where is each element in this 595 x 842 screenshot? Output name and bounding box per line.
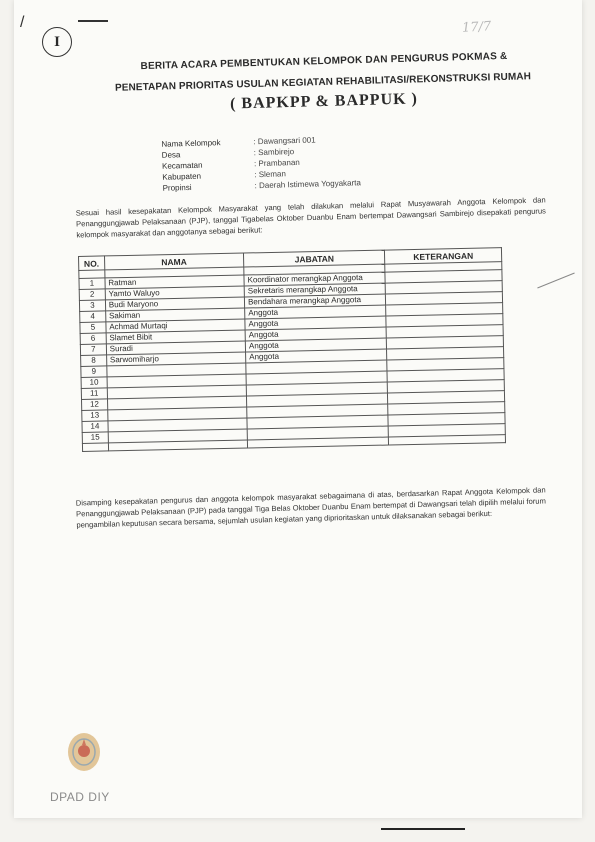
cell-no: 6 [80,333,106,345]
info-value: : Prambanan [253,157,300,169]
cell-nama: Budi Maryono [105,297,244,311]
pen-stroke-mark [537,273,574,289]
info-value: : Sleman [254,169,287,180]
cell-nama: Suradi [106,341,245,355]
cell-no: 7 [80,344,106,356]
title-line-2: PENETAPAN PRIORITAS USULAN KEGIATAN REHABILITASI/REKONSTRUKSI RUMAH [114,71,532,94]
title-line-1: BERITA ACARA PEMBENTUKAN KELOMPOK DAN PENGURUS POKMAS & [140,50,508,73]
info-label: Kecamatan [161,160,203,171]
cell-no: 14 [82,421,108,433]
cell-no: 4 [80,311,106,323]
agreement-paragraph: Sesuai hasil kesepakatan Kelompok Masyarakat yang telah dilakukan melalui Rapat Musyawarah Anggota Kelompok dan Penanggungjawab Pelaksanaan (PJP), tanggal Tigabelas Oktober Duanbu Enam bertempat Dawangsari Sambirejo disepakati pengurus kelompok masyarakat dan anggotanya sebagai berikut: [75,195,547,240]
cell-nama: Achmad Murtaqi [106,319,245,333]
cell-no: 9 [81,366,107,378]
cell-nama: Ratman [105,275,244,289]
cell-nama: Yamto Waluyo [105,286,244,300]
header-keterangan: KETERANGAN [385,248,502,264]
members-table [78,247,506,452]
info-value: : Daerah Istimewa Yogyakarta [254,178,361,191]
info-value: : Dawangsari 001 [253,135,316,147]
cell-jabatan: Anggota [245,327,387,341]
cell-nama: Sakiman [105,308,244,322]
cell-jabatan: Koordinator merangkap Anggota [244,272,386,286]
pen-slash-mark: / [20,14,25,31]
cell-jabatan: Bendahara merangkap Anggota [244,294,386,308]
info-label: Desa [161,150,181,160]
cell-no: 13 [82,410,108,422]
priority-paragraph: Disamping kesepakatan pengurus dan anggota kelompok masyarakat sebagaimana di atas, berdasarkan Rapat Anggota Kelompok dan Penanggungjawab Pelaksanaan (PJP) pada tanggal Tiga Belas Oktober Duanbu Enam bertempat di Dawangsari telah dipilih melalui forum pengambilan keputusan secara bersama, sejumlah usulan kegiatan yang diprioritaskan untuk dilaksanakan sebagai berikut: [75,485,547,530]
cell-jabatan: Anggota [245,338,387,352]
cell-no: 3 [79,300,105,312]
document-page [14,0,582,818]
cell-jabatan: Anggota [246,349,388,363]
cell-no: 1 [79,278,105,290]
group-info-block [161,133,361,194]
cell-jabatan: Anggota [245,305,387,319]
info-value: : Sambirejo [253,147,295,158]
header-nama: NAMA [104,253,244,270]
pen-dash-mark [78,20,108,22]
cell-no: 12 [82,399,108,411]
cell-no: 2 [79,289,105,301]
header-no: NO. [79,256,105,271]
cell-no: 8 [81,355,107,367]
dpad-seal-icon [66,731,102,773]
title-abbreviation: ( BAPKPP & BAPPUK ) [229,90,419,113]
cell-no: 11 [81,388,107,400]
header-jabatan: JABATAN [244,250,386,267]
cell-jabatan: Anggota [245,316,387,330]
info-label: Kabupaten [162,171,202,182]
cell-nama: Slamet Bibit [106,330,245,344]
cell-nama: Sarwomiharjo [106,352,245,366]
watermark-text: DPAD DIY [50,790,110,804]
info-label: Propinsi [162,182,192,193]
cell-no: 15 [82,432,108,444]
bottom-rule [381,828,465,830]
cell-no: 5 [80,322,106,334]
info-label: Nama Kelompok [161,138,221,149]
cell-jabatan: Sekretaris merangkap Anggota [244,283,386,297]
page-number-circle: I [42,27,72,57]
handwritten-note: 17/7 [461,19,492,36]
cell-no: 10 [81,377,107,389]
